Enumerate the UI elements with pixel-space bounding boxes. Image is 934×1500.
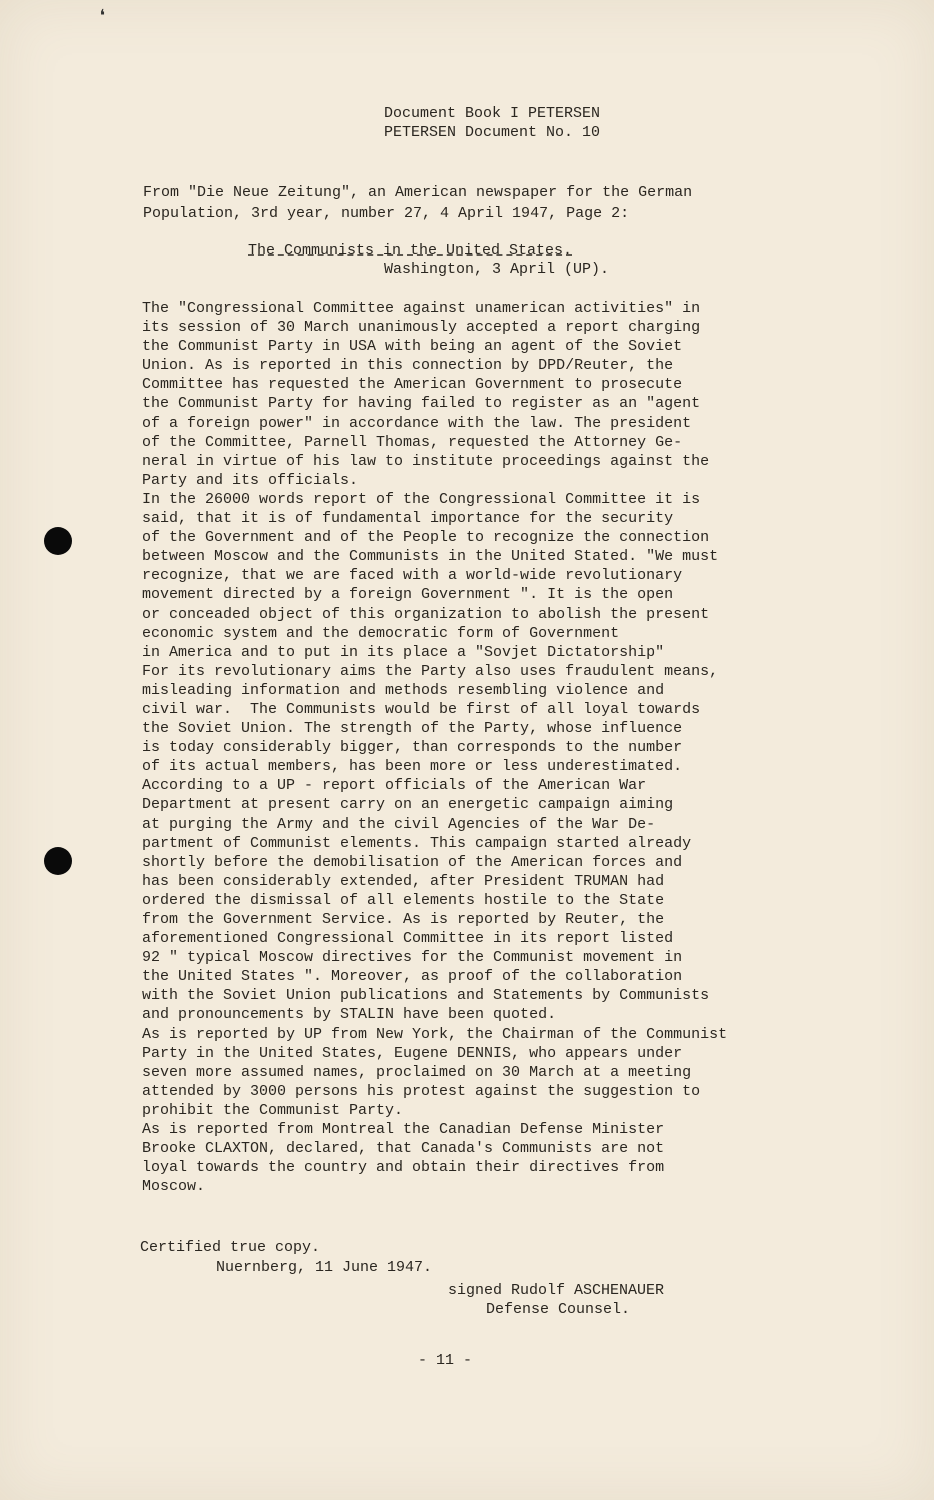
body-line: and pronouncements by STALIN have been quoted. — [142, 1006, 557, 1024]
body-line: Committee has requested the American Government to prosecute — [142, 376, 683, 394]
body-line: shortly before the demobilisation of the American forces and — [142, 853, 683, 871]
body-line: the Communist Party in USA with being an agent of the Soviet — [142, 338, 683, 356]
body-line: with the Soviet Union publications and Statements by Communists — [142, 987, 710, 1005]
body-line: seven more assumed names, proclaimed on 30 March at a meeting — [142, 1063, 692, 1081]
body-line: As is reported by UP from New York, the Chairman of the Communist — [142, 1025, 728, 1043]
body-line: Union. As is reported in this connection by DPD/Reuter, the — [142, 357, 674, 375]
body-line: The "Congressional Committee against unamerican activities" in — [142, 300, 701, 317]
body-line: from the Government Service. As is reported by Reuter, the — [142, 911, 665, 928]
signature-block — [448, 1281, 664, 1319]
body-line: between Moscow and the Communists in the United Stated. "We must — [142, 548, 719, 566]
body-line: economic system and the democratic form of Government — [142, 624, 620, 642]
page-number: - 11 - — [418, 1352, 473, 1369]
body-line: In the 26000 words report of the Congressional Committee it is — [142, 490, 701, 508]
punch-hole-icon — [44, 527, 72, 555]
body-line: said, that it is of fundamental importance for the security — [142, 510, 674, 528]
body-line: neral in virtue of his law to institute proceedings against the — [142, 452, 710, 470]
body-line: the Communist Party for having failed to register as an "agent — [142, 395, 701, 413]
body-line: Moscow. — [142, 1178, 206, 1196]
body-line: As is reported from Montreal the Canadian Defense Minister — [142, 1121, 665, 1139]
signature-title: Defense Counsel. — [486, 1301, 631, 1318]
body-line: the Soviet Union. The strength of the Party, whose influence — [142, 720, 683, 738]
body-line: civil war. The Communists would be first of all loyal towards — [142, 700, 701, 718]
article-headline: The Communists in the United States. — [248, 242, 573, 259]
body-line: prohibit the Communist Party. — [142, 1101, 404, 1119]
body-line: its session of 30 March unanimously accepted a report charging — [142, 319, 701, 337]
body-line: Party and its officials. — [142, 471, 359, 489]
body-line: recognize, that we are faced with a world-wide revolutionary — [142, 567, 683, 585]
body-line: the United States ". Moreover, as proof of the collaboration — [142, 968, 683, 986]
body-line: of a foreign power" in accordance with the law. The president — [142, 414, 692, 432]
document-header — [384, 104, 600, 142]
signature-line: signed Rudolf ASCHENAUER — [448, 1282, 665, 1299]
body-line: has been considerably extended, after President TRUMAN had — [142, 872, 665, 890]
body-line: partment of Communist elements. This campaign started already — [142, 834, 692, 852]
body-line: is today considerably bigger, than corresponds to the number — [142, 739, 683, 757]
body-line: of its actual members, has been more or less underestimated. — [142, 758, 683, 776]
body-line: attended by 3000 persons his protest against the suggestion to — [142, 1082, 701, 1100]
certification-line: Certified true copy. — [140, 1239, 321, 1256]
body-line: For its revolutionary aims the Party also uses fraudulent means, — [142, 662, 719, 680]
corner-mark-icon: ❛ — [96, 7, 110, 32]
body-line: misleading information and methods resembling violence and — [142, 681, 665, 699]
body-line: at purging the Army and the civil Agencies of the War De- — [142, 815, 656, 833]
certification-place-date: Nuernberg, 11 June 1947. — [216, 1259, 433, 1276]
body-line: 92 " typical Moscow directives for the Communist movement in — [142, 949, 683, 967]
body-line: loyal towards the country and obtain their directives from — [142, 1159, 665, 1177]
certification — [140, 1238, 432, 1278]
body-line: in America and to put in its place a "Sovjet Dictatorship" — [142, 643, 665, 661]
punch-hole-icon — [44, 847, 72, 875]
body-line: ordered the dismissal of all elements hostile to the State — [142, 891, 665, 909]
source-line: Population, 3rd year, number 27, 4 April 1947, Page 2: — [143, 205, 630, 222]
source-line: From "Die Neue Zeitung", an American newspaper for the German — [143, 184, 693, 201]
body-line: Brooke CLAXTON, declared, that Canada's Communists are not — [142, 1140, 665, 1158]
header-line: PETERSEN Document No. 10 — [384, 124, 601, 141]
body-line: According to a UP - report officials of the American War — [142, 777, 647, 795]
body-line: of the Government and of the People to recognize the connection — [142, 529, 710, 547]
body-line: aforementioned Congressional Committee in its report listed — [142, 930, 674, 948]
body-line: movement directed by a foreign Government ". It is the open — [142, 586, 674, 604]
header-line: Document Book I PETERSEN — [384, 105, 601, 122]
body-line: Department at present carry on an energetic campaign aiming — [142, 796, 674, 814]
article-dateline: Washington, 3 April (UP). — [384, 261, 610, 278]
body-line: of the Committee, Parnell Thomas, requested the Attorney Ge- — [142, 433, 683, 451]
body-line: or conceaded object of this organization to abolish the present — [142, 605, 710, 623]
source-citation — [143, 182, 692, 224]
body-line: Party in the United States, Eugene DENNIS, who appears under — [142, 1044, 683, 1062]
article-body — [142, 299, 727, 1196]
